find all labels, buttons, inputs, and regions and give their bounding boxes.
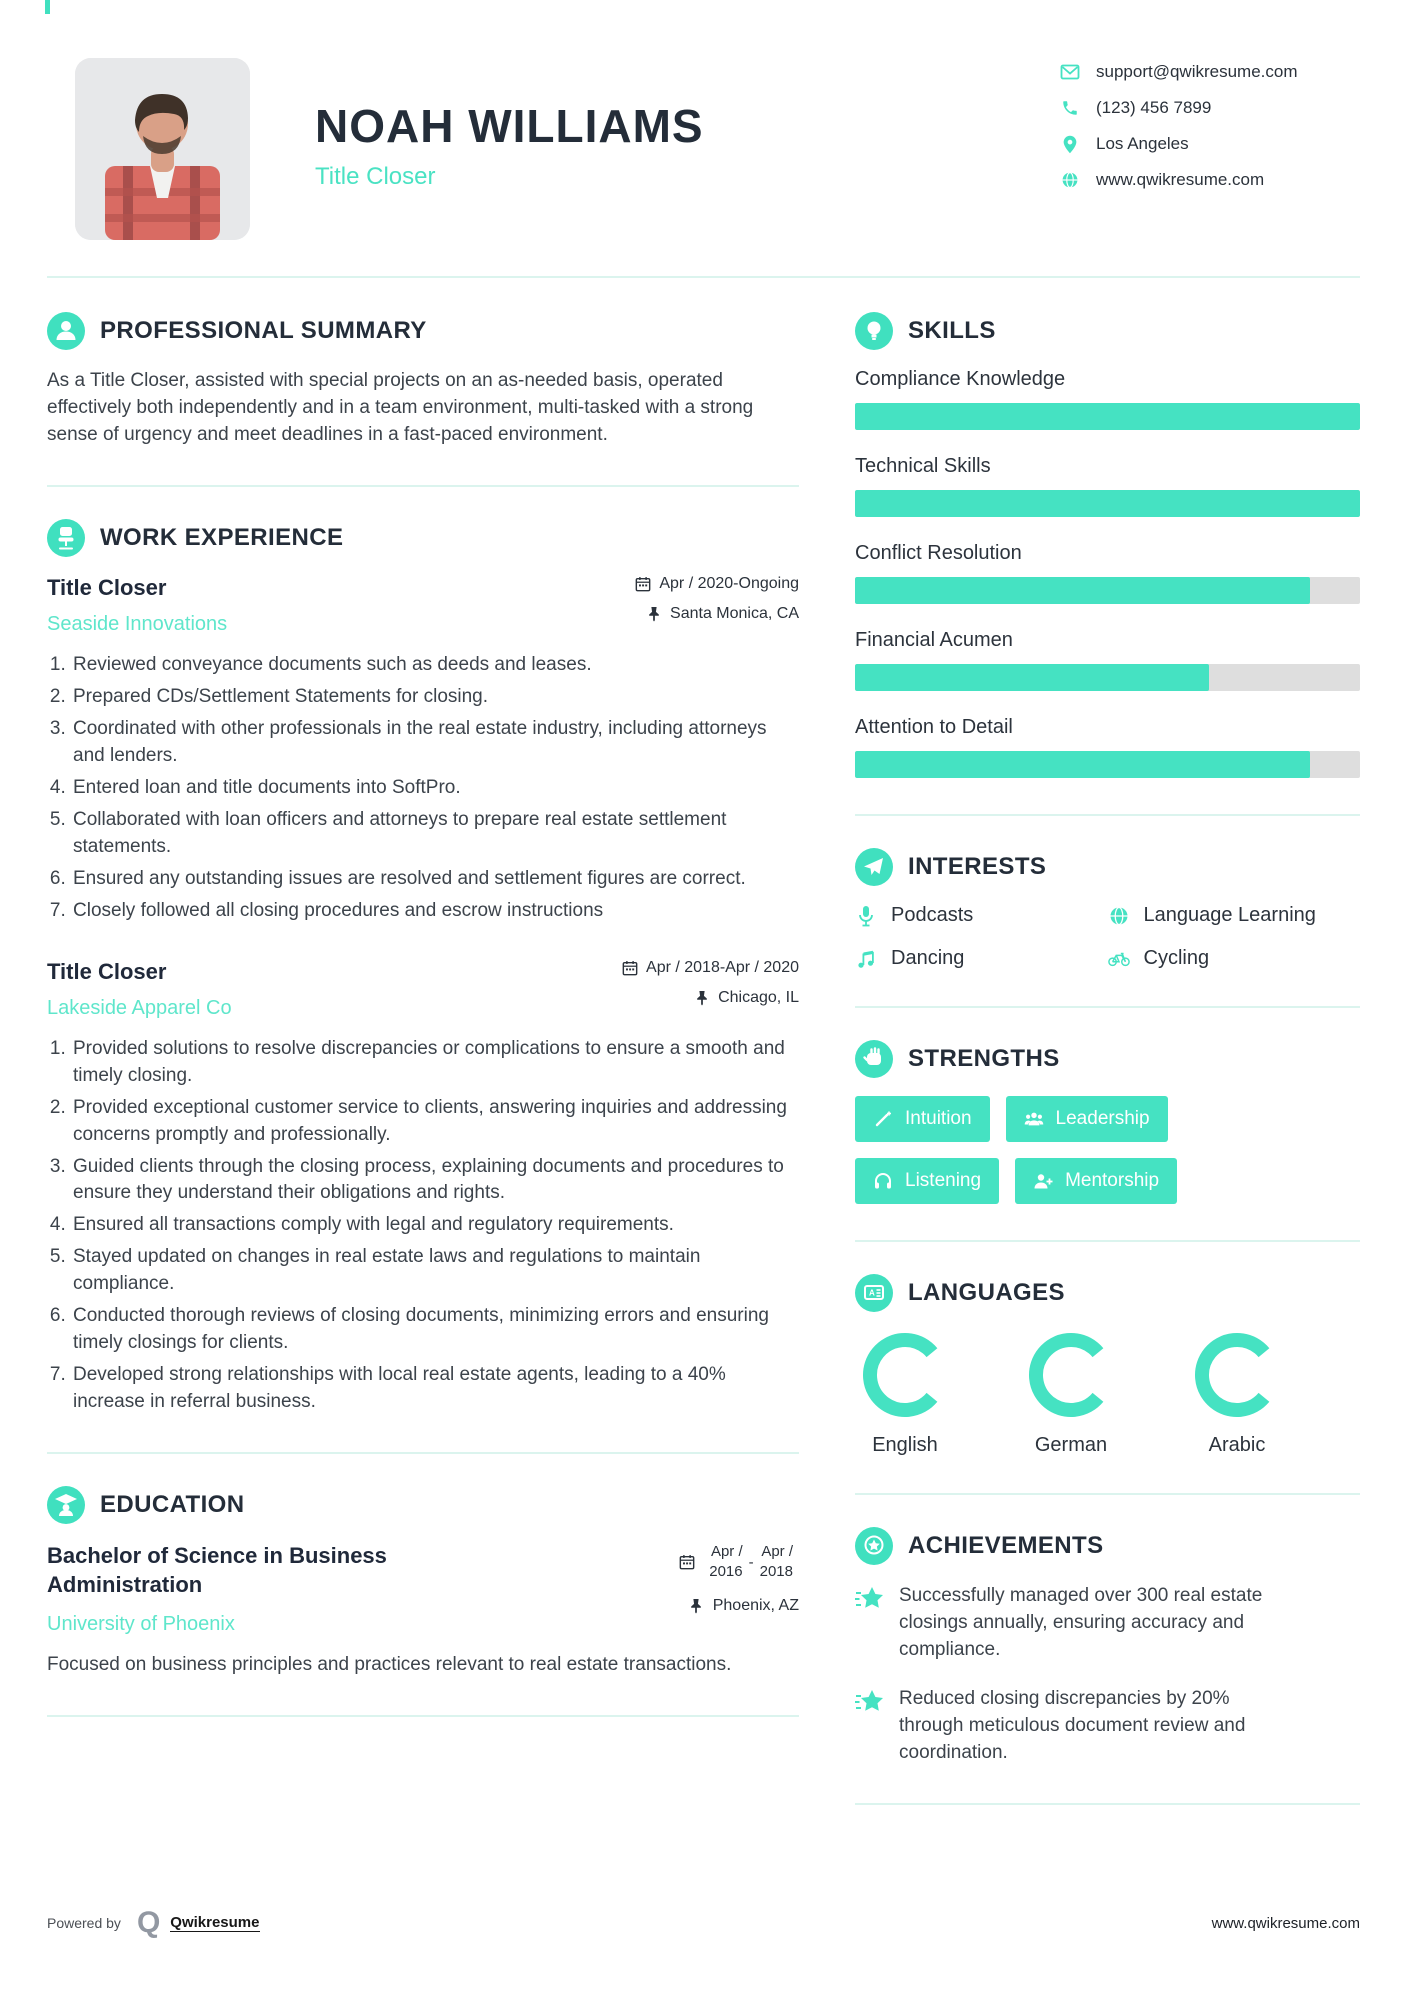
job-bullet-list	[47, 652, 799, 925]
translate-icon	[855, 1274, 893, 1312]
job-location: Chicago, IL	[718, 988, 799, 1006]
bicycle-icon	[1108, 948, 1130, 970]
interest-item	[1108, 947, 1361, 970]
section-divider	[855, 814, 1360, 816]
header-identity	[315, 58, 1060, 191]
job-bullet: 3. Coordinated with other professionals in the real estate industry, including attorneys and lenders.	[71, 716, 799, 770]
star-icon	[855, 1688, 885, 1716]
contact-email[interactable]	[1060, 62, 1360, 82]
music-note-icon	[855, 948, 877, 970]
lightbulb-icon	[855, 312, 893, 350]
skill-bar	[855, 490, 1360, 517]
achievement-item	[855, 1686, 1360, 1767]
fist-icon	[855, 1040, 893, 1078]
section-divider	[855, 1240, 1360, 1242]
contact-website-text: www.qwikresume.com	[1096, 170, 1265, 189]
job-bullet: 6. Conducted thorough reviews of closing documents, minimizing errors and ensuring timely closings for clients.	[71, 1303, 799, 1357]
education-heading: EDUCATION	[100, 1491, 245, 1519]
education-date-start-top: Apr /	[710, 1543, 743, 1561]
strength-label: Intuition	[905, 1108, 972, 1129]
job-company: Seaside Innovations	[47, 612, 228, 635]
summary-text: As a Title Closer, assisted with special projects on an as-needed basis, operated effectively both independently and in a team environment, multi-tasked with a strong sense of urgency and meet deadlines in a fast-paced environment.	[47, 370, 754, 445]
job-date: Apr / 2018-Apr / 2020	[646, 958, 799, 976]
education-description: Focused on business principles and practices relevant to real estate transactions.	[47, 1654, 732, 1676]
skill-bar-fill	[855, 664, 1209, 691]
job-bullet: 1. Provided solutions to resolve discrepancies or complications to ensure a smooth and timely closing.	[71, 1036, 799, 1090]
location-icon	[1060, 134, 1080, 154]
job-bullet: 5. Collaborated with loan officers and attorneys to prepare real estate settlement statements.	[71, 807, 799, 861]
language-ring	[1026, 1330, 1116, 1420]
powered-by-text: Powered by	[47, 1915, 121, 1931]
pushpin-icon	[688, 1597, 705, 1614]
skill-bar-fill	[855, 577, 1310, 604]
job-bullet: 4. Ensured all transactions comply with legal and regulatory requirements.	[71, 1212, 799, 1239]
language-item	[855, 1330, 955, 1457]
skill-bar-fill	[855, 751, 1310, 778]
strength-pill	[1015, 1158, 1177, 1204]
section-professional-summary	[47, 312, 799, 449]
languages-heading: LANGUAGES	[908, 1279, 1065, 1306]
interest-label: Language Learning	[1143, 904, 1316, 926]
achievement-text: Successfully managed over 300 real estate closings annually, ensuring accuracy and compliance.	[899, 1585, 1263, 1660]
skill-bar	[855, 664, 1360, 691]
paper-plane-icon	[855, 848, 893, 886]
pushpin-icon	[645, 605, 662, 622]
section-achievements	[855, 1527, 1360, 1767]
calendar-icon	[678, 1554, 695, 1571]
skill-item	[855, 716, 1360, 778]
section-divider	[47, 1715, 799, 1717]
language-ring	[860, 1330, 950, 1420]
job-bullet: 4. Entered loan and title documents into SoftPro.	[71, 775, 799, 802]
profile-photo	[75, 58, 250, 240]
user-plus-icon	[1033, 1171, 1053, 1191]
job-title: Title Closer	[47, 958, 167, 984]
skill-bar	[855, 751, 1360, 778]
education-date-separator: -	[748, 1553, 754, 1571]
section-skills	[855, 312, 1360, 778]
globe-icon	[1108, 905, 1130, 927]
strength-pill	[1006, 1096, 1168, 1142]
calendar-icon	[634, 575, 651, 592]
right-column	[855, 312, 1360, 1837]
achievements-heading: ACHIEVEMENTS	[908, 1532, 1104, 1559]
job-entry	[47, 575, 799, 925]
globe-icon	[1060, 170, 1080, 190]
pushpin-icon	[693, 989, 710, 1006]
section-divider	[855, 1493, 1360, 1495]
summary-heading: PROFESSIONAL SUMMARY	[100, 317, 427, 344]
job-date: Apr / 2020-Ongoing	[659, 574, 799, 592]
office-chair-icon	[47, 519, 85, 557]
interest-label: Podcasts	[891, 904, 974, 926]
section-work-experience	[47, 519, 799, 1416]
achievement-text: Reduced closing discrepancies by 20% through meticulous document review and coordination.	[899, 1687, 1246, 1763]
achievement-item	[855, 1583, 1360, 1664]
job-bullet: 7. Developed strong relationships with local real estate agents, leading to a 40% increase in referral business.	[71, 1362, 799, 1416]
person-icon	[47, 312, 85, 350]
interest-item	[1108, 904, 1361, 927]
strength-pill	[855, 1096, 990, 1142]
medal-icon	[855, 1527, 893, 1565]
job-bullet: 2. Prepared CDs/Settlement Statements for closing.	[71, 684, 799, 711]
education-date-start-bottom: 2016	[709, 1563, 743, 1581]
email-icon	[1060, 62, 1080, 82]
education-location: Phoenix, AZ	[712, 1596, 799, 1614]
skill-bar-fill	[855, 490, 1360, 517]
job-bullet-list	[47, 1036, 799, 1417]
calendar-icon	[621, 959, 638, 976]
skill-item	[855, 368, 1360, 430]
section-education	[47, 1486, 799, 1679]
section-divider	[47, 485, 799, 487]
interest-label: Cycling	[1143, 947, 1210, 969]
graduate-icon	[47, 1486, 85, 1524]
section-interests	[855, 848, 1360, 970]
language-item	[1187, 1330, 1287, 1457]
job-company: Lakeside Apparel Co	[47, 996, 232, 1019]
language-item	[1021, 1330, 1121, 1457]
strength-pill	[855, 1158, 999, 1204]
footer	[47, 1908, 1360, 1938]
contact-location-text: Los Angeles	[1096, 134, 1189, 153]
skill-item	[855, 542, 1360, 604]
section-languages	[855, 1274, 1360, 1457]
skill-label: Financial Acumen	[855, 629, 1013, 651]
interest-item	[855, 904, 1108, 927]
skill-label: Compliance Knowledge	[855, 368, 1066, 390]
skill-label: Conflict Resolution	[855, 542, 1022, 564]
job-bullet: 1. Reviewed conveyance documents such as deeds and leases.	[71, 652, 799, 679]
education-date-end-bottom: 2018	[759, 1563, 793, 1581]
strength-label: Leadership	[1055, 1108, 1150, 1129]
microphone-icon	[855, 905, 877, 927]
skill-item	[855, 629, 1360, 691]
interest-item	[855, 947, 1108, 970]
contact-block	[1060, 58, 1360, 206]
candidate-name: NOAH WILLIAMS	[315, 100, 704, 152]
job-title: Title Closer	[47, 574, 167, 600]
language-ring	[1192, 1330, 1282, 1420]
profile-photo-illustration	[75, 58, 250, 240]
contact-location	[1060, 134, 1360, 154]
section-divider	[855, 1803, 1360, 1805]
skills-heading: SKILLS	[908, 317, 996, 344]
contact-website[interactable]	[1060, 170, 1360, 190]
svg-text:A: A	[869, 1288, 875, 1298]
interest-label: Dancing	[891, 947, 965, 969]
job-bullet: 7. Closely followed all closing procedures and escrow instructions	[71, 898, 799, 925]
candidate-title: Title Closer	[315, 163, 436, 190]
language-label: English	[872, 1434, 938, 1456]
contact-email-text: support@qwikresume.com	[1096, 62, 1298, 81]
section-strengths	[855, 1040, 1360, 1204]
left-column	[47, 312, 799, 1837]
section-divider	[47, 1452, 799, 1454]
wand-icon	[873, 1109, 893, 1129]
contact-phone-text: (123) 456 7899	[1096, 98, 1212, 117]
skill-bar	[855, 403, 1360, 430]
phone-icon	[1060, 98, 1080, 118]
job-bullet: 3. Guided clients through the closing process, explaining documents and procedures to ensure they understand their obligations and rights.	[71, 1154, 799, 1208]
contact-phone[interactable]	[1060, 98, 1360, 118]
footer-website[interactable]: www.qwikresume.com	[1211, 1914, 1360, 1932]
language-label: Arabic	[1208, 1434, 1266, 1456]
strengths-heading: STRENGTHS	[908, 1045, 1060, 1072]
education-degree: Bachelor of Science in Business Administration	[47, 1543, 387, 1597]
language-label: German	[1034, 1434, 1108, 1456]
strength-label: Mentorship	[1065, 1170, 1160, 1191]
skill-item	[855, 455, 1360, 517]
header	[0, 0, 1407, 240]
users-icon	[1024, 1109, 1044, 1129]
work-heading: WORK EXPERIENCE	[100, 523, 344, 551]
job-bullet: 5. Stayed updated on changes in real estate laws and regulations to maintain compliance.	[71, 1244, 799, 1298]
job-entry	[47, 959, 799, 1417]
interests-heading: INTERESTS	[908, 853, 1047, 880]
strength-label: Listening	[905, 1170, 982, 1191]
skill-label: Technical Skills	[855, 455, 991, 477]
education-date-end-top: Apr /	[761, 1543, 793, 1561]
skill-label: Attention to Detail	[855, 716, 1013, 738]
job-bullet: 2. Provided exceptional customer service to clients, answering inquiries and addressing concerns promptly and professionally.	[71, 1095, 799, 1149]
headphones-icon	[873, 1171, 893, 1191]
qwikresume-logo: Q	[136, 1906, 161, 1939]
education-school: University of Phoenix	[47, 1613, 235, 1636]
job-location: Santa Monica, CA	[670, 604, 799, 622]
qwikresume-link[interactable]: Qwikresume	[170, 1914, 260, 1931]
skill-bar	[855, 577, 1360, 604]
skill-bar-fill	[855, 403, 1360, 430]
star-icon	[855, 1585, 885, 1613]
page-corner-mark	[45, 0, 50, 14]
section-divider	[855, 1006, 1360, 1008]
job-bullet: 6. Ensured any outstanding issues are resolved and settlement figures are correct.	[71, 866, 799, 893]
